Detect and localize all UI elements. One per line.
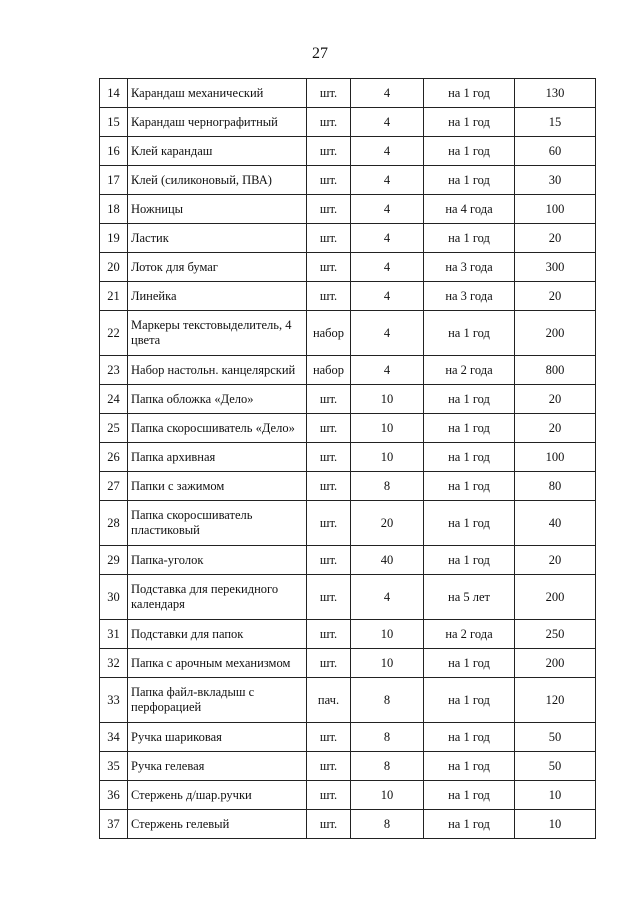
quantity-cell: 10 bbox=[351, 649, 424, 678]
table-row bbox=[100, 356, 596, 385]
unit-cell: шт. bbox=[307, 166, 351, 195]
price-cell: 20 bbox=[515, 546, 596, 575]
price-cell: 50 bbox=[515, 723, 596, 752]
term-cell: на 1 год bbox=[424, 781, 515, 810]
price-cell: 50 bbox=[515, 752, 596, 781]
price-cell: 250 bbox=[515, 620, 596, 649]
term-cell: на 1 год bbox=[424, 546, 515, 575]
quantity-cell: 8 bbox=[351, 723, 424, 752]
table-row bbox=[100, 414, 596, 443]
price-cell: 80 bbox=[515, 472, 596, 501]
item-name: Клей (силиконовый, ПВА) bbox=[128, 166, 307, 195]
price-cell: 40 bbox=[515, 501, 596, 546]
item-name: Папка файл-вкладыш с перфорацией bbox=[128, 678, 307, 723]
item-name: Ручка шариковая bbox=[128, 723, 307, 752]
price-cell: 200 bbox=[515, 649, 596, 678]
item-name: Линейка bbox=[128, 282, 307, 311]
quantity-cell: 8 bbox=[351, 472, 424, 501]
quantity-cell: 4 bbox=[351, 195, 424, 224]
row-number: 29 bbox=[100, 546, 128, 575]
item-name: Ручка гелевая bbox=[128, 752, 307, 781]
price-cell: 15 bbox=[515, 108, 596, 137]
unit-cell: шт. bbox=[307, 224, 351, 253]
price-cell: 120 bbox=[515, 678, 596, 723]
item-name: Маркеры текстовыделитель, 4 цвета bbox=[128, 311, 307, 356]
quantity-cell: 4 bbox=[351, 282, 424, 311]
unit-cell: шт. bbox=[307, 414, 351, 443]
term-cell: на 1 год bbox=[424, 79, 515, 108]
price-cell: 100 bbox=[515, 443, 596, 472]
price-cell: 300 bbox=[515, 253, 596, 282]
item-name: Стержень гелевый bbox=[128, 810, 307, 839]
unit-cell: пач. bbox=[307, 678, 351, 723]
unit-cell: шт. bbox=[307, 472, 351, 501]
price-cell: 20 bbox=[515, 224, 596, 253]
row-number: 36 bbox=[100, 781, 128, 810]
unit-cell: набор bbox=[307, 356, 351, 385]
page-number: 27 bbox=[312, 45, 328, 62]
item-name: Ластик bbox=[128, 224, 307, 253]
row-number: 17 bbox=[100, 166, 128, 195]
item-name: Папки с зажимом bbox=[128, 472, 307, 501]
term-cell: на 1 год bbox=[424, 166, 515, 195]
item-name: Папка архивная bbox=[128, 443, 307, 472]
quantity-cell: 4 bbox=[351, 166, 424, 195]
quantity-cell: 4 bbox=[351, 79, 424, 108]
quantity-cell: 4 bbox=[351, 253, 424, 282]
unit-cell: шт. bbox=[307, 620, 351, 649]
item-name: Папка-уголок bbox=[128, 546, 307, 575]
unit-cell: шт. bbox=[307, 108, 351, 137]
price-cell: 100 bbox=[515, 195, 596, 224]
row-number: 24 bbox=[100, 385, 128, 414]
quantity-cell: 8 bbox=[351, 810, 424, 839]
table-row bbox=[100, 620, 596, 649]
table-row bbox=[100, 166, 596, 195]
term-cell: на 1 год bbox=[424, 810, 515, 839]
unit-cell: шт. bbox=[307, 501, 351, 546]
table-row bbox=[100, 501, 596, 546]
table-row bbox=[100, 253, 596, 282]
row-number: 23 bbox=[100, 356, 128, 385]
item-name: Клей карандаш bbox=[128, 137, 307, 166]
item-name: Набор настольн. канцелярский bbox=[128, 356, 307, 385]
table-body bbox=[100, 79, 596, 839]
term-cell: на 1 год bbox=[424, 385, 515, 414]
unit-cell: шт. bbox=[307, 649, 351, 678]
item-name: Лоток для бумаг bbox=[128, 253, 307, 282]
unit-cell: шт. bbox=[307, 752, 351, 781]
term-cell: на 1 год bbox=[424, 137, 515, 166]
price-cell: 30 bbox=[515, 166, 596, 195]
term-cell: на 1 год bbox=[424, 414, 515, 443]
table-row bbox=[100, 108, 596, 137]
price-cell: 800 bbox=[515, 356, 596, 385]
table-row bbox=[100, 224, 596, 253]
unit-cell: шт. bbox=[307, 781, 351, 810]
row-number: 28 bbox=[100, 501, 128, 546]
row-number: 34 bbox=[100, 723, 128, 752]
row-number: 15 bbox=[100, 108, 128, 137]
price-cell: 130 bbox=[515, 79, 596, 108]
price-cell: 200 bbox=[515, 575, 596, 620]
unit-cell: шт. bbox=[307, 385, 351, 414]
row-number: 37 bbox=[100, 810, 128, 839]
unit-cell: шт. bbox=[307, 723, 351, 752]
term-cell: на 1 год bbox=[424, 472, 515, 501]
unit-cell: шт. bbox=[307, 546, 351, 575]
price-cell: 60 bbox=[515, 137, 596, 166]
quantity-cell: 10 bbox=[351, 414, 424, 443]
term-cell: на 1 год bbox=[424, 108, 515, 137]
table-row bbox=[100, 472, 596, 501]
row-number: 33 bbox=[100, 678, 128, 723]
table-row bbox=[100, 385, 596, 414]
quantity-cell: 4 bbox=[351, 356, 424, 385]
table-row bbox=[100, 810, 596, 839]
table-row bbox=[100, 195, 596, 224]
quantity-cell: 10 bbox=[351, 781, 424, 810]
item-name: Папка обложка «Дело» bbox=[128, 385, 307, 414]
table-row bbox=[100, 79, 596, 108]
unit-cell: шт. bbox=[307, 253, 351, 282]
price-cell: 10 bbox=[515, 781, 596, 810]
item-name: Подставка для перекидного календаря bbox=[128, 575, 307, 620]
price-cell: 10 bbox=[515, 810, 596, 839]
quantity-cell: 10 bbox=[351, 620, 424, 649]
item-name: Папка с арочным механизмом bbox=[128, 649, 307, 678]
quantity-cell: 40 bbox=[351, 546, 424, 575]
row-number: 14 bbox=[100, 79, 128, 108]
quantity-cell: 4 bbox=[351, 108, 424, 137]
quantity-cell: 10 bbox=[351, 385, 424, 414]
term-cell: на 2 года bbox=[424, 620, 515, 649]
row-number: 27 bbox=[100, 472, 128, 501]
term-cell: на 1 год bbox=[424, 501, 515, 546]
row-number: 31 bbox=[100, 620, 128, 649]
term-cell: на 2 года bbox=[424, 356, 515, 385]
table-row bbox=[100, 443, 596, 472]
row-number: 21 bbox=[100, 282, 128, 311]
item-name: Папка скоросшиватель пластиковый bbox=[128, 501, 307, 546]
row-number: 20 bbox=[100, 253, 128, 282]
row-number: 22 bbox=[100, 311, 128, 356]
term-cell: на 1 год bbox=[424, 678, 515, 723]
term-cell: на 1 год bbox=[424, 443, 515, 472]
term-cell: на 4 года bbox=[424, 195, 515, 224]
row-number: 16 bbox=[100, 137, 128, 166]
quantity-cell: 10 bbox=[351, 443, 424, 472]
item-name: Подставки для папок bbox=[128, 620, 307, 649]
table-row bbox=[100, 752, 596, 781]
table-row bbox=[100, 575, 596, 620]
unit-cell: шт. bbox=[307, 810, 351, 839]
row-number: 35 bbox=[100, 752, 128, 781]
term-cell: на 3 года bbox=[424, 282, 515, 311]
quantity-cell: 8 bbox=[351, 752, 424, 781]
supply-table bbox=[99, 78, 596, 839]
table-row bbox=[100, 723, 596, 752]
term-cell: на 1 год bbox=[424, 723, 515, 752]
term-cell: на 1 год bbox=[424, 224, 515, 253]
unit-cell: шт. bbox=[307, 575, 351, 620]
term-cell: на 1 год bbox=[424, 311, 515, 356]
row-number: 32 bbox=[100, 649, 128, 678]
item-name: Папка скоросшиватель «Дело» bbox=[128, 414, 307, 443]
quantity-cell: 4 bbox=[351, 137, 424, 166]
table-row bbox=[100, 282, 596, 311]
row-number: 25 bbox=[100, 414, 128, 443]
row-number: 18 bbox=[100, 195, 128, 224]
price-cell: 20 bbox=[515, 414, 596, 443]
item-name: Карандаш механический bbox=[128, 79, 307, 108]
row-number: 19 bbox=[100, 224, 128, 253]
quantity-cell: 20 bbox=[351, 501, 424, 546]
term-cell: на 5 лет bbox=[424, 575, 515, 620]
unit-cell: шт. bbox=[307, 195, 351, 224]
quantity-cell: 4 bbox=[351, 224, 424, 253]
table-row bbox=[100, 311, 596, 356]
term-cell: на 1 год bbox=[424, 649, 515, 678]
table-row bbox=[100, 649, 596, 678]
unit-cell: шт. bbox=[307, 79, 351, 108]
quantity-cell: 4 bbox=[351, 311, 424, 356]
price-cell: 20 bbox=[515, 385, 596, 414]
table-row bbox=[100, 546, 596, 575]
table-row bbox=[100, 678, 596, 723]
row-number: 30 bbox=[100, 575, 128, 620]
quantity-cell: 4 bbox=[351, 575, 424, 620]
table-row bbox=[100, 137, 596, 166]
quantity-cell: 8 bbox=[351, 678, 424, 723]
term-cell: на 3 года bbox=[424, 253, 515, 282]
row-number: 26 bbox=[100, 443, 128, 472]
unit-cell: шт. bbox=[307, 137, 351, 166]
unit-cell: шт. bbox=[307, 443, 351, 472]
term-cell: на 1 год bbox=[424, 752, 515, 781]
unit-cell: шт. bbox=[307, 282, 351, 311]
item-name: Карандаш чернографитный bbox=[128, 108, 307, 137]
table-row bbox=[100, 781, 596, 810]
price-cell: 20 bbox=[515, 282, 596, 311]
unit-cell: набор bbox=[307, 311, 351, 356]
item-name: Ножницы bbox=[128, 195, 307, 224]
price-cell: 200 bbox=[515, 311, 596, 356]
item-name: Стержень д/шар.ручки bbox=[128, 781, 307, 810]
